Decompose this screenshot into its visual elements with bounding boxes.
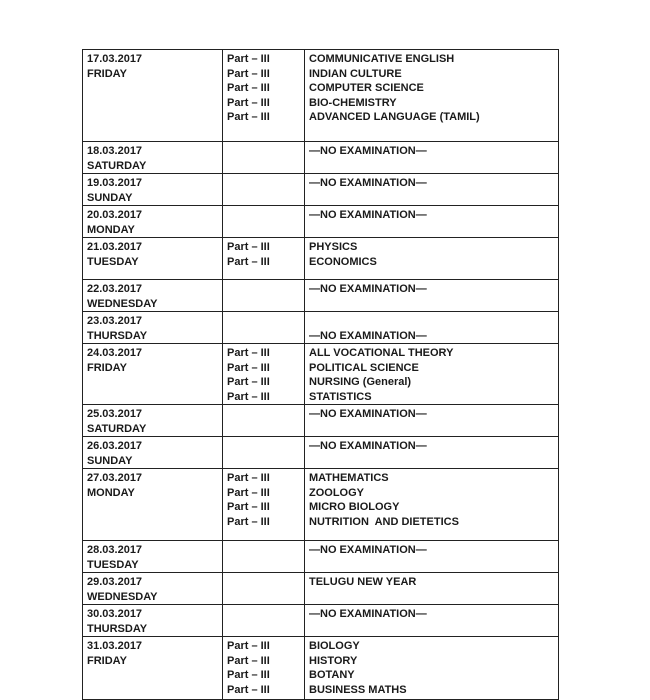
date-cell [83,541,223,573]
part-cell [223,605,305,637]
part-label: Part – III [227,241,270,253]
part-label: Part – III [227,111,270,123]
subject-name: NUTRITION AND DIETETICS [309,515,459,528]
part-label: Part – III [227,82,270,94]
holiday-text: TELUGU NEW YEAR [309,576,417,588]
part-cell [223,312,305,344]
table-row [83,238,559,280]
subject-name: COMMUNICATIVE ENGLISH [309,53,455,65]
exam-date: 27.03.2017 [87,472,143,484]
subject-cell [305,312,559,344]
date-cell [83,405,223,437]
part-cell [223,142,305,174]
date-cell [83,280,223,312]
table-row [83,437,559,469]
part-cell [223,405,305,437]
date-cell [83,174,223,206]
table-row [83,605,559,637]
exam-day: SATURDAY [87,159,147,172]
exam-day: THURSDAY [87,329,148,342]
subject-name: MICRO BIOLOGY [309,501,400,513]
exam-date: 20.03.2017 [87,209,143,221]
exam-day: SUNDAY [87,191,133,204]
table-row [83,206,559,238]
no-examination-text: —NO EXAMINATION— [309,145,427,157]
subject-cell [305,142,559,174]
part-cell [223,344,305,405]
exam-day: FRIDAY [87,67,127,80]
part-cell [223,469,305,541]
table-row [83,174,559,206]
exam-day: FRIDAY [87,361,127,374]
subject-cell [305,344,559,405]
exam-day: THURSDAY [87,622,148,635]
part-label: Part – III [227,255,270,268]
subject-name: HISTORY [309,654,358,667]
exam-day: SATURDAY [87,422,147,435]
exam-date: 25.03.2017 [87,408,143,420]
table-row [83,50,559,142]
exam-day: SUNDAY [87,454,133,467]
no-examination-text: —NO EXAMINATION— [309,329,427,342]
date-cell [83,573,223,605]
part-label: Part – III [227,53,270,65]
table-row [83,573,559,605]
subject-name: BOTANY [309,669,355,681]
exam-date: 19.03.2017 [87,177,143,189]
exam-day: TUESDAY [87,255,139,268]
subject-name: BIO-CHEMISTRY [309,96,397,109]
table-row [83,541,559,573]
subject-name: POLITICAL SCIENCE [309,361,419,374]
date-cell [83,312,223,344]
date-cell [83,605,223,637]
no-examination-text: —NO EXAMINATION— [309,408,427,420]
exam-date: 26.03.2017 [87,440,143,452]
subject-name: ADVANCED LANGUAGE (TAMIL) [309,111,480,123]
part-cell [223,280,305,312]
part-label: Part – III [227,67,270,80]
date-cell [83,206,223,238]
part-label: Part – III [227,486,270,499]
part-label: Part – III [227,376,270,388]
part-cell [223,541,305,573]
subject-cell [305,174,559,206]
no-examination-text: —NO EXAMINATION— [309,440,427,452]
table-row [83,405,559,437]
exam-date: 18.03.2017 [87,145,143,157]
exam-date: 23.03.2017 [87,315,143,327]
no-examination-text: —NO EXAMINATION— [309,177,427,189]
table-row [83,280,559,312]
exam-date: 31.03.2017 [87,640,143,652]
exam-day: WEDNESDAY [87,590,158,603]
part-label: Part – III [227,501,270,513]
subject-cell [305,573,559,605]
exam-timetable-body [83,50,559,700]
exam-date: 21.03.2017 [87,241,143,253]
date-cell [83,437,223,469]
part-label: Part – III [227,347,270,359]
part-cell [223,573,305,605]
date-cell [83,637,223,700]
exam-date: 28.03.2017 [87,544,143,556]
exam-day: WEDNESDAY [87,297,158,310]
subject-cell [305,280,559,312]
no-examination-text: —NO EXAMINATION— [309,608,427,620]
table-row [83,344,559,405]
no-examination-text: —NO EXAMINATION— [309,283,427,295]
no-examination-text: —NO EXAMINATION— [309,209,427,221]
part-label: Part – III [227,640,270,652]
subject-name: BIOLOGY [309,640,360,652]
table-row [83,469,559,541]
subject-cell [305,541,559,573]
subject-cell [305,605,559,637]
subject-name: ECONOMICS [309,255,377,268]
exam-day: MONDAY [87,486,135,499]
subject-cell [305,238,559,280]
exam-day: TUESDAY [87,558,139,571]
part-label: Part – III [227,683,270,696]
subject-cell [305,469,559,541]
subject-cell [305,437,559,469]
date-cell [83,344,223,405]
table-row [83,312,559,344]
table-row [83,637,559,700]
no-examination-text: —NO EXAMINATION— [309,544,427,556]
part-label: Part – III [227,669,270,681]
date-cell [83,50,223,142]
subject-name: STATISTICS [309,390,372,403]
subject-name: ZOOLOGY [309,486,364,499]
exam-day: FRIDAY [87,654,127,667]
part-label: Part – III [227,361,270,374]
subject-name: MATHEMATICS [309,472,389,484]
part-label: Part – III [227,654,270,667]
subject-name: COMPUTER SCIENCE [309,82,424,94]
subject-cell [305,206,559,238]
date-cell [83,238,223,280]
date-cell [83,142,223,174]
exam-timetable [82,49,559,700]
part-label: Part – III [227,390,270,403]
exam-date: 17.03.2017 [87,53,143,65]
part-label: Part – III [227,515,270,528]
part-cell [223,50,305,142]
subject-name: ALL VOCATIONAL THEORY [309,347,454,359]
exam-day: MONDAY [87,223,135,236]
subject-name: INDIAN CULTURE [309,67,402,80]
subject-cell [305,405,559,437]
part-cell [223,174,305,206]
part-label: Part – III [227,472,270,484]
exam-date: 22.03.2017 [87,283,143,295]
table-row [83,142,559,174]
subject-name: BUSINESS MATHS [309,683,407,696]
part-cell [223,238,305,280]
part-label: Part – III [227,96,270,109]
date-cell [83,469,223,541]
subject-name: PHYSICS [309,241,358,253]
subject-cell [305,637,559,700]
part-cell [223,437,305,469]
subject-name: NURSING (General) [309,376,412,388]
part-cell [223,206,305,238]
exam-date: 24.03.2017 [87,347,143,359]
part-cell [223,637,305,700]
exam-date: 30.03.2017 [87,608,143,620]
subject-cell [305,50,559,142]
exam-date: 29.03.2017 [87,576,143,588]
